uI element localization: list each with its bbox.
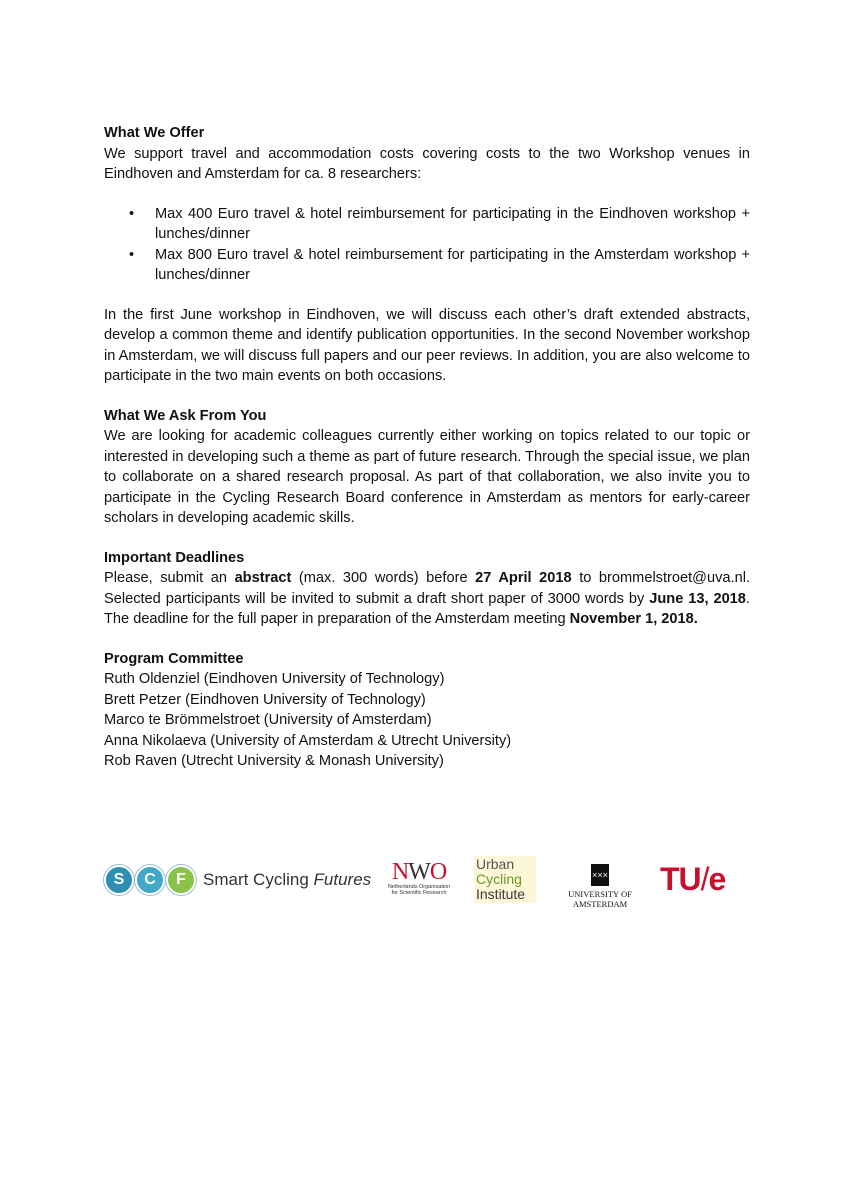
deadlines-body — [104, 568, 750, 630]
bullet-text: Max 800 Euro travel & hotel reimbursement for participating in the Amsterdam workshop + lunches/dinner — [155, 246, 750, 283]
ask-heading: What We Ask From You — [104, 407, 267, 424]
abstract-term: abstract — [234, 570, 292, 586]
full-paper-deadline: November 1, 2018. — [569, 611, 698, 627]
committee-member: Anna Nikolaeva (University of Amsterdam & Utrecht University) — [104, 732, 512, 749]
bullet-icon: • — [129, 205, 135, 222]
nwo-wordmark: NWO — [391, 859, 447, 885]
section-ask — [104, 406, 750, 529]
section-deadlines — [104, 548, 750, 630]
committee-member: Marco te Brömmelstroet (University of Amsterdam) — [104, 712, 432, 728]
scf-f-icon: F — [166, 865, 196, 895]
short-paper-deadline: June 13, 2018 — [649, 590, 746, 607]
scf-s-icon: S — [104, 865, 134, 895]
list-item — [104, 245, 750, 286]
ask-body: We are looking for academic colleagues currently either working on topics related to our topic or interested in developing such a theme as part of future research. Through the special issue, we plan to collaborate on a shared research proposal. As part of that collaboration, we also invite you to participate in the Cycling Research Board conference in Amsterdam as mentors for early-career scholars in developing academic skills. — [104, 428, 750, 526]
committee-heading: Program Committee — [104, 650, 244, 667]
uva-shield-icon: ××× — [591, 864, 609, 886]
nwo-subtitle: Netherlands Organisation — [387, 884, 451, 890]
deadlines-text: to brommelstroet@uva.nl. Selected participants will be invited to submit a draft short paper of 3000 words by — [104, 570, 750, 607]
scf-c-icon: C — [135, 865, 165, 895]
deadlines-heading: Important Deadlines — [104, 549, 245, 566]
section-offer — [104, 123, 750, 387]
nwo-logo — [380, 860, 458, 896]
committee-member: Ruth Oldenziel (Eindhoven University of Technology) — [104, 671, 445, 687]
committee-member: Rob Raven (Utrecht University & Monash University) — [104, 753, 444, 769]
tue-logo: TU/e — [660, 861, 726, 897]
smart-cycling-futures-logo — [104, 865, 371, 895]
deadlines-text: Please, submit an — [104, 570, 235, 586]
sponsor-logos — [104, 856, 750, 909]
bullet-icon: • — [129, 246, 135, 263]
bullet-text: Max 400 Euro travel & hotel reimbursement for participating in the Eindhoven workshop + lunches/dinner — [155, 205, 750, 242]
uva-wordmark: UNIVERSITY OF AMSTERDAM — [568, 889, 632, 909]
deadlines-text: . The deadline for the full paper in preparation of the Amsterdam meeting — [104, 590, 750, 627]
university-of-amsterdam-logo — [546, 864, 654, 909]
document-body — [104, 123, 750, 791]
committee-member: Brett Petzer (Eindhoven University of Technology) — [104, 691, 426, 708]
offer-heading: What We Offer — [104, 125, 205, 141]
abstract-deadline: 27 April 2018 — [475, 570, 572, 586]
deadlines-text: (max. 300 words) before — [291, 570, 476, 586]
scf-wordmark: Smart Cycling Futures — [203, 870, 372, 889]
section-committee — [104, 649, 750, 772]
offer-intro: We support travel and accommodation costs covering costs to the two Workshop venues in Eindhoven and Amsterdam for ca. 8 researchers: — [104, 145, 750, 182]
list-item — [104, 204, 750, 245]
offer-body: In the first June workshop in Eindhoven, we will discuss each other’s draft extended abstracts, develop a common theme and identify publication opportunities. In the second November workshop in Amsterdam, we will discuss full papers and our peer reviews. In addition, you are also welcome to participate in the two main events on both occasions. — [104, 306, 750, 384]
offer-bullet-list — [104, 204, 750, 286]
urban-cycling-institute-logo: Urban Cycling Institute — [474, 856, 536, 903]
nwo-subtitle: for Scientific Research — [391, 890, 447, 896]
